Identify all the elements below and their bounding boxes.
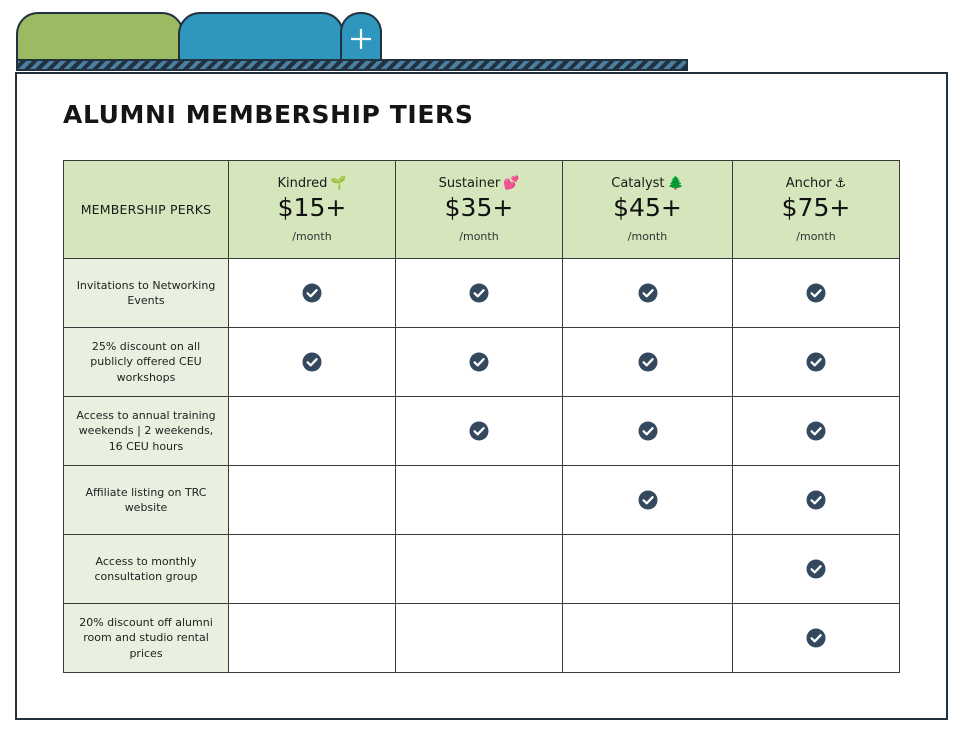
tier-period: /month <box>627 229 668 243</box>
tier-cell <box>563 466 733 535</box>
tier-cell <box>396 397 563 466</box>
check-circle-icon <box>806 283 826 303</box>
check-circle-icon <box>469 283 489 303</box>
tier-period: /month <box>292 229 332 243</box>
document-page <box>15 72 948 720</box>
check-circle-icon <box>638 283 658 303</box>
tier-name: Sustainer <box>438 176 501 192</box>
table-header-row <box>64 161 900 259</box>
tier-cell <box>733 466 900 535</box>
check-circle-icon <box>638 421 658 441</box>
check-circle-icon <box>806 559 826 579</box>
sprout-icon: 🌱 <box>330 176 347 192</box>
tier-name: Kindred <box>277 176 328 192</box>
hearts-icon: 💕 <box>503 176 520 192</box>
check-circle-icon <box>469 352 489 372</box>
tier-cell <box>563 535 733 604</box>
tier-cell <box>229 466 396 535</box>
table-row <box>64 535 900 604</box>
perk-label: 20% discount off alumni room and studio rental prices <box>64 604 229 673</box>
check-circle-icon <box>806 628 826 648</box>
tier-price: $45+ <box>613 193 682 223</box>
tier-cell <box>229 604 396 673</box>
table-row <box>64 259 900 328</box>
add-tab-button[interactable] <box>340 12 382 64</box>
tier-cell <box>396 259 563 328</box>
tier-cell <box>563 328 733 397</box>
tier-cell <box>229 259 396 328</box>
check-circle-icon <box>638 490 658 510</box>
tier-header-catalyst <box>563 161 733 259</box>
tier-cell <box>229 535 396 604</box>
tier-price: $15+ <box>277 193 347 223</box>
tier-header-anchor <box>733 161 900 259</box>
tier-header-kindred <box>229 161 396 259</box>
tier-name: Anchor <box>785 176 832 192</box>
tier-header-sustainer <box>396 161 563 259</box>
tier-price: $75+ <box>781 193 851 223</box>
tier-cell <box>229 328 396 397</box>
tier-cell <box>396 535 563 604</box>
check-circle-icon <box>302 283 322 303</box>
table-row <box>64 397 900 466</box>
check-circle-icon <box>806 421 826 441</box>
check-circle-icon <box>469 421 489 441</box>
membership-table <box>63 160 900 673</box>
check-circle-icon <box>806 490 826 510</box>
tier-cell <box>396 466 563 535</box>
anchor-icon: ⚓ <box>834 176 847 192</box>
perks-header-cell <box>64 161 229 259</box>
tab-bar-stripe <box>16 59 688 71</box>
tier-name: Catalyst <box>611 176 665 192</box>
tier-price: $35+ <box>444 193 514 223</box>
tier-cell <box>563 259 733 328</box>
tier-cell <box>733 259 900 328</box>
perk-label: Access to annual training weekends | 2 weekends, 16 CEU hours <box>64 397 229 466</box>
perks-header-label: MEMBERSHIP PERKS <box>80 201 212 217</box>
tab-blue[interactable] <box>178 12 344 64</box>
tier-cell <box>733 328 900 397</box>
tier-cell <box>733 535 900 604</box>
tree-icon: 🌲 <box>667 176 684 192</box>
tier-period: /month <box>796 229 836 243</box>
tier-period: /month <box>459 229 499 243</box>
table-row <box>64 604 900 673</box>
check-circle-icon <box>638 352 658 372</box>
perk-label: Invitations to Networking Events <box>64 259 229 328</box>
plus-icon <box>349 27 373 51</box>
check-circle-icon <box>806 352 826 372</box>
tier-cell <box>396 328 563 397</box>
page-title: ALUMNI MEMBERSHIP TIERS <box>63 100 474 129</box>
tier-cell <box>563 397 733 466</box>
table-row <box>64 328 900 397</box>
perk-label: Affiliate listing on TRC website <box>64 466 229 535</box>
tier-cell <box>229 397 396 466</box>
tier-cell <box>733 604 900 673</box>
perk-label: 25% discount on all publicly offered CEU workshops <box>64 328 229 397</box>
tier-cell <box>733 397 900 466</box>
tab-green[interactable] <box>16 12 184 64</box>
tier-cell <box>563 604 733 673</box>
perk-label: Access to monthly consultation group <box>64 535 229 604</box>
tier-cell <box>396 604 563 673</box>
table-row <box>64 466 900 535</box>
check-circle-icon <box>302 352 322 372</box>
